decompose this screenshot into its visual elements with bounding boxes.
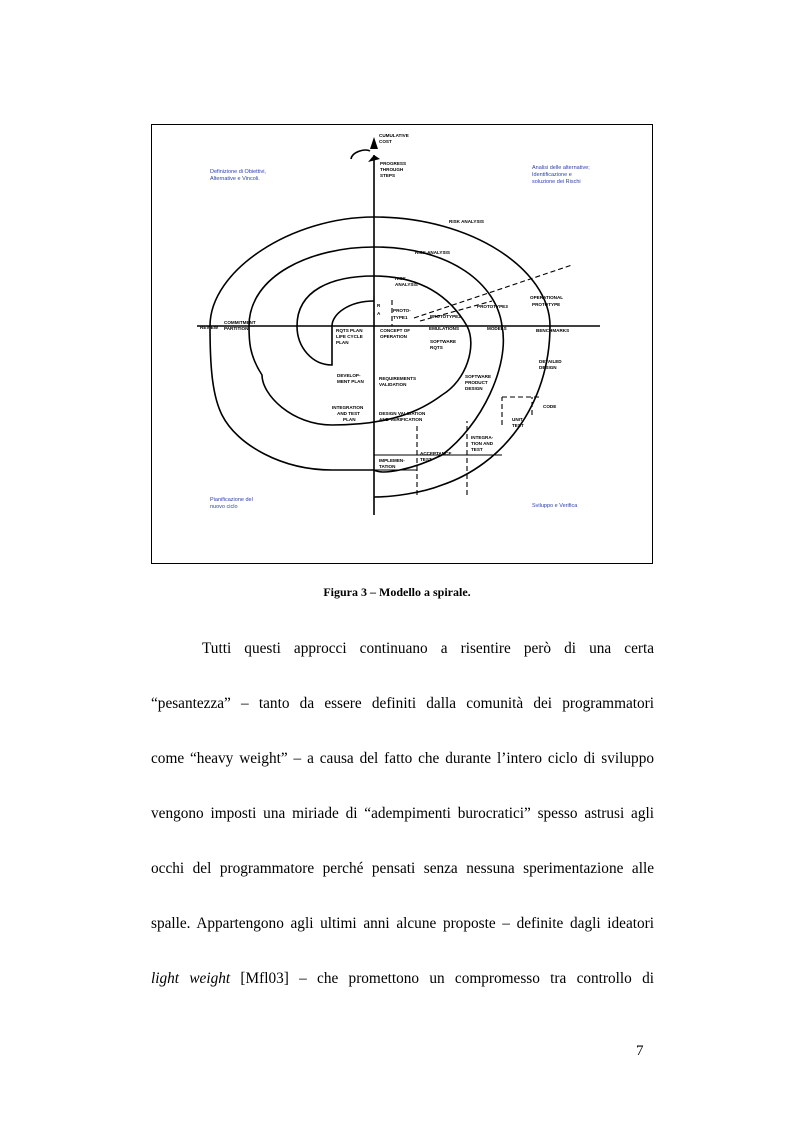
diagram-label: SOFTWARE [430,339,457,344]
body-paragraph [151,748,654,770]
diagram-label: PRODUCT [465,380,488,385]
axis-label: STEPS [380,173,396,178]
diagram-label: OPERATIONAL [530,295,564,300]
diagram-label: ANALYSIS [395,282,418,287]
diagram-label: RISK [395,276,406,281]
diagram-label: DESIGN [539,365,557,370]
body-paragraph [151,913,654,935]
axis-label: PARTITION [224,326,249,331]
text-line: vengono imposti una miriade di “adempimenti burocratici” spesso astrusi agli [151,805,654,822]
diagram-label: REQUIREMENTS [379,376,417,381]
figure-caption: Figura 3 – Modello a spirale. [323,585,471,599]
diagram-label: ACCEPTANCE [420,451,452,456]
body-paragraph [151,693,654,715]
diagram-label: RISK ANALYSIS [415,250,450,255]
body-paragraph [151,968,654,990]
diagram-label: DETAILED [539,359,562,364]
diagram-label: PROTOTYPE2 [430,314,461,319]
axis-label: CUMULATIVE [379,133,409,138]
diagram-label: DESIGN [465,386,483,391]
diagram-label: PROTO- [393,308,411,313]
diagram-label: TEST [512,423,524,428]
diagram-label: PROTOTYPE [532,302,561,307]
diagram-label: UNIT [512,417,523,422]
axis-label: COMMITMENT [224,320,256,325]
progress-arc [351,150,370,159]
spiral-model-figure [151,124,653,564]
body-paragraph [151,858,654,880]
diagram-label: VALIDATION [379,382,407,387]
diagram-label: RISK ANALYSIS [449,219,484,224]
diagram-label: PLAN [336,340,349,345]
diagram-label: CONCEPT OF [380,328,411,333]
diagram-label: CODE [543,404,557,409]
diagram-label: A [377,311,381,316]
diagram-label: MENT PLAN [337,379,364,384]
diagram-label: DEVELOP- [337,373,361,378]
diagram-label: RQTS PLAN [336,328,363,333]
diagram-label: R [377,303,381,308]
diagram-label: PROTOTYPE3 [477,304,508,309]
cost-arrow-icon [370,137,378,149]
page-number: 7 [636,1043,644,1059]
quadrant-label-top-left: Definizione di Obiettivi, Alternative e Vincoli. [210,169,266,182]
axis-label: COST [379,139,392,144]
diagram-label: AND VERIFICATION [379,417,423,422]
quadrant-label-bottom-right: Sviluppo e Verifica [532,503,578,509]
diagram-label: LIFE CYCLE [336,334,363,339]
text-line: “pesantezza” – tanto da essere definiti dalla comunità dei programmatori [151,695,654,712]
diagram-label: INTEGRA- [471,435,494,440]
text-span: [Mfl03] – che promettono un compromesso tra controllo di [230,970,654,987]
text-line: Tutti questi approcci continuano a risentire però di una certa [202,640,654,657]
diagram-label: EMULATIONS [429,326,460,331]
diagram-label: TEST [420,457,432,462]
diagram-label: TION AND [471,441,494,446]
text-line: occhi del programmatore perché pensati senza nessuna sperimentazione alle [151,860,654,877]
diagram-label: MODELS [487,326,507,331]
diagram-label: RQTS [430,345,443,350]
quadrant-label-top-right: Analisi delle alternative; Identificazione e soluzione dei Rischi [532,165,590,185]
text-line [151,968,654,990]
diagram-label: BENCHMARKS [536,328,570,333]
diagram-label: INTEGRATION [332,405,364,410]
axis-label: THROUGH [380,167,404,172]
text-line: spalle. Appartengono agli ultimi anni alcune proposte – definite dagli ideatori [151,915,654,932]
quadrant-label-bottom-left: Pianificazione del nuovo ciclo [210,497,253,510]
diagram-label: DESIGN VALIDATION [379,411,426,416]
diagram-label: TATION [379,464,396,469]
text-line: come “heavy weight” – a causa del fatto che durante l’intero ciclo di sviluppo [151,750,654,767]
diagram-label: AND TEST [337,411,360,416]
diagram-label: TYPE1 [393,315,408,320]
diagram-label: SOFTWARE [465,374,492,379]
diagram-label: IMPLEMEN- [379,458,405,463]
diagram-label: PLAN [343,417,356,422]
axis-label: REVIEW [200,325,219,330]
diagram-label: OPERATION [380,334,407,339]
body-paragraph [151,803,654,825]
body-paragraph [151,638,654,660]
italic-term: light weight [151,970,231,987]
diagram-label: TEST [471,447,483,452]
axis-label: PROGRESS [380,161,407,166]
